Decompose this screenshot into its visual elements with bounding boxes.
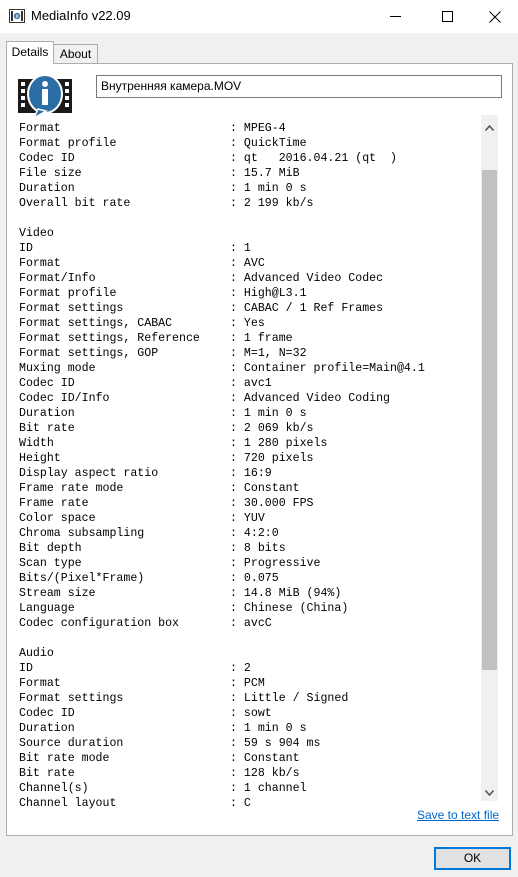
info-line: [19, 796, 480, 811]
info-label: ID: [19, 242, 33, 255]
info-line: [19, 496, 480, 511]
info-label: Audio: [19, 647, 54, 660]
info-value: : 2: [230, 662, 251, 675]
info-line: [19, 586, 480, 601]
vertical-scrollbar[interactable]: [481, 115, 498, 801]
info-line: [19, 226, 480, 241]
info-value: : C: [230, 797, 251, 810]
info-line: [19, 376, 480, 391]
info-label: Chroma subsampling: [19, 527, 145, 540]
info-line: [19, 241, 480, 256]
info-value: : 2 199 kb/s: [230, 197, 314, 210]
info-value: : 16:9: [230, 467, 272, 480]
info-line: [19, 676, 480, 691]
info-value: : 1 min 0 s: [230, 722, 307, 735]
info-line: [19, 556, 480, 571]
info-value: : CABAC / 1 Ref Frames: [230, 302, 384, 315]
info-line: [19, 406, 480, 421]
info-line: [19, 271, 480, 286]
info-label: Width: [19, 437, 54, 450]
title-bar: [0, 0, 518, 33]
info-value: : Little / Signed: [230, 692, 349, 705]
info-value: : Chinese (China): [230, 602, 349, 615]
info-line: [19, 331, 480, 346]
info-label: Bit rate: [19, 767, 75, 780]
info-value: : avcC: [230, 617, 272, 630]
info-line: [19, 166, 480, 181]
info-value: : 2 069 kb/s: [230, 422, 314, 435]
info-label: Format settings, GOP: [19, 347, 159, 360]
info-value: : AVC: [230, 257, 265, 270]
info-line: [19, 526, 480, 541]
info-value: : 8 bits: [230, 542, 286, 555]
info-value: : 1: [230, 242, 251, 255]
info-value: : QuickTime: [230, 137, 307, 150]
file-name-field[interactable]: Внутренняя камера.MOV: [96, 75, 502, 98]
info-value: : Container profile=Main@4.1: [230, 362, 425, 375]
details-panel: [6, 63, 513, 836]
info-label: Duration: [19, 182, 75, 195]
info-label: Stream size: [19, 587, 96, 600]
info-label: Format/Info: [19, 272, 96, 285]
info-line: [19, 301, 480, 316]
info-line: [19, 316, 480, 331]
info-line: [19, 181, 480, 196]
info-line: [19, 391, 480, 406]
info-label: Source duration: [19, 737, 124, 750]
info-label: Format settings: [19, 692, 124, 705]
window-title: MediaInfo v22.09: [31, 8, 131, 23]
info-line: [19, 721, 480, 736]
info-value: : 1 frame: [230, 332, 293, 345]
info-value: : Advanced Video Codec: [230, 272, 384, 285]
info-value: : 1 280 pixels: [230, 437, 328, 450]
info-line: [19, 421, 480, 436]
scroll-down-button[interactable]: [481, 784, 498, 801]
info-line: [19, 451, 480, 466]
tab-about[interactable]: About: [54, 44, 98, 64]
info-value: : Yes: [230, 317, 265, 330]
info-line: [19, 601, 480, 616]
info-value: : sowt: [230, 707, 272, 720]
info-value: : 4:2:0: [230, 527, 279, 540]
info-line: [19, 736, 480, 751]
info-label: Duration: [19, 722, 75, 735]
close-icon: [489, 11, 501, 23]
info-line: [19, 646, 480, 661]
info-label: Format profile: [19, 137, 117, 150]
ok-button[interactable]: OK: [434, 847, 511, 870]
info-value: : 1 min 0 s: [230, 407, 307, 420]
info-line: [19, 511, 480, 526]
minimize-icon: [390, 11, 401, 22]
info-label: Frame rate mode: [19, 482, 124, 495]
info-value: : MPEG-4: [230, 122, 286, 135]
maximize-button[interactable]: [424, 0, 470, 33]
info-label: ID: [19, 662, 33, 675]
info-label: Display aspect ratio: [19, 467, 159, 480]
info-line: [19, 136, 480, 151]
info-value: : Constant: [230, 482, 300, 495]
close-button[interactable]: [472, 0, 518, 33]
info-label: Overall bit rate: [19, 197, 131, 210]
save-to-text-file-link[interactable]: Save to text file: [417, 808, 500, 822]
scroll-up-button[interactable]: [481, 119, 498, 136]
info-label: Channel(s): [19, 782, 89, 795]
tab-details[interactable]: Details: [6, 41, 54, 64]
info-value: : Advanced Video Coding: [230, 392, 391, 405]
info-line: [19, 781, 480, 796]
info-label: Language: [19, 602, 75, 615]
info-label: Format settings, Reference: [19, 332, 200, 345]
info-line: [19, 256, 480, 271]
info-line: [19, 631, 480, 646]
info-line: [19, 661, 480, 676]
info-line: [19, 466, 480, 481]
info-label: Bit rate mode: [19, 752, 110, 765]
info-value: : 30.000 FPS: [230, 497, 314, 510]
info-label: Scan type: [19, 557, 82, 570]
info-label: Codec ID: [19, 707, 75, 720]
info-value: : 1 min 0 s: [230, 182, 307, 195]
info-label: Format: [19, 677, 61, 690]
mediainfo-app-icon: [9, 9, 25, 23]
info-label: Codec ID: [19, 152, 75, 165]
info-line: [19, 691, 480, 706]
info-line: [19, 571, 480, 586]
info-label: Format settings: [19, 302, 124, 315]
info-label: Bit rate: [19, 422, 75, 435]
info-value: : 720 pixels: [230, 452, 314, 465]
chevron-down-icon: [485, 790, 494, 796]
info-value: : Constant: [230, 752, 300, 765]
info-label: Frame rate: [19, 497, 89, 510]
info-line: [19, 541, 480, 556]
info-line: [19, 196, 480, 211]
info-label: Bit depth: [19, 542, 82, 555]
info-value: : qt 2016.04.21 (qt ): [230, 152, 397, 165]
info-label: Format profile: [19, 287, 117, 300]
info-line: [19, 616, 480, 631]
info-label: Codec ID: [19, 377, 75, 390]
info-value: : avc1: [230, 377, 272, 390]
scroll-thumb[interactable]: [482, 170, 497, 670]
film-info-icon: [18, 73, 72, 119]
info-line: [19, 481, 480, 496]
info-value: : 0.075: [230, 572, 279, 585]
info-line: [19, 436, 480, 451]
info-value: : 128 kb/s: [230, 767, 300, 780]
info-line: [19, 151, 480, 166]
info-label: Codec ID/Info: [19, 392, 110, 405]
info-line: [19, 766, 480, 781]
info-label: Video: [19, 227, 54, 240]
info-value: : PCM: [230, 677, 265, 690]
info-value: : Progressive: [230, 557, 321, 570]
info-label: Muxing mode: [19, 362, 96, 375]
info-value: : 59 s 904 ms: [230, 737, 321, 750]
info-label: Format: [19, 122, 61, 135]
chevron-up-icon: [485, 125, 494, 131]
minimize-button[interactable]: [372, 0, 418, 33]
info-value: : High@L3.1: [230, 287, 307, 300]
info-label: Height: [19, 452, 61, 465]
info-value: : 1 channel: [230, 782, 307, 795]
info-line: [19, 346, 480, 361]
info-value: : M=1, N=32: [230, 347, 307, 360]
info-label: Format settings, CABAC: [19, 317, 173, 330]
info-line: [19, 286, 480, 301]
info-line: [19, 121, 480, 136]
info-line: [19, 706, 480, 721]
media-info-text[interactable]: [19, 121, 480, 810]
info-label: Color space: [19, 512, 96, 525]
info-label: Format: [19, 257, 61, 270]
maximize-icon: [442, 11, 453, 22]
info-label: File size: [19, 167, 82, 180]
info-label: Bits/(Pixel*Frame): [19, 572, 145, 585]
info-line: [19, 211, 480, 226]
info-value: : 15.7 MiB: [230, 167, 300, 180]
info-value: : YUV: [230, 512, 265, 525]
info-value: : 14.8 MiB (94%): [230, 587, 342, 600]
info-label: Duration: [19, 407, 75, 420]
info-label: Channel layout: [19, 797, 117, 810]
info-label: Codec configuration box: [19, 617, 180, 630]
info-line: [19, 361, 480, 376]
info-line: [19, 751, 480, 766]
